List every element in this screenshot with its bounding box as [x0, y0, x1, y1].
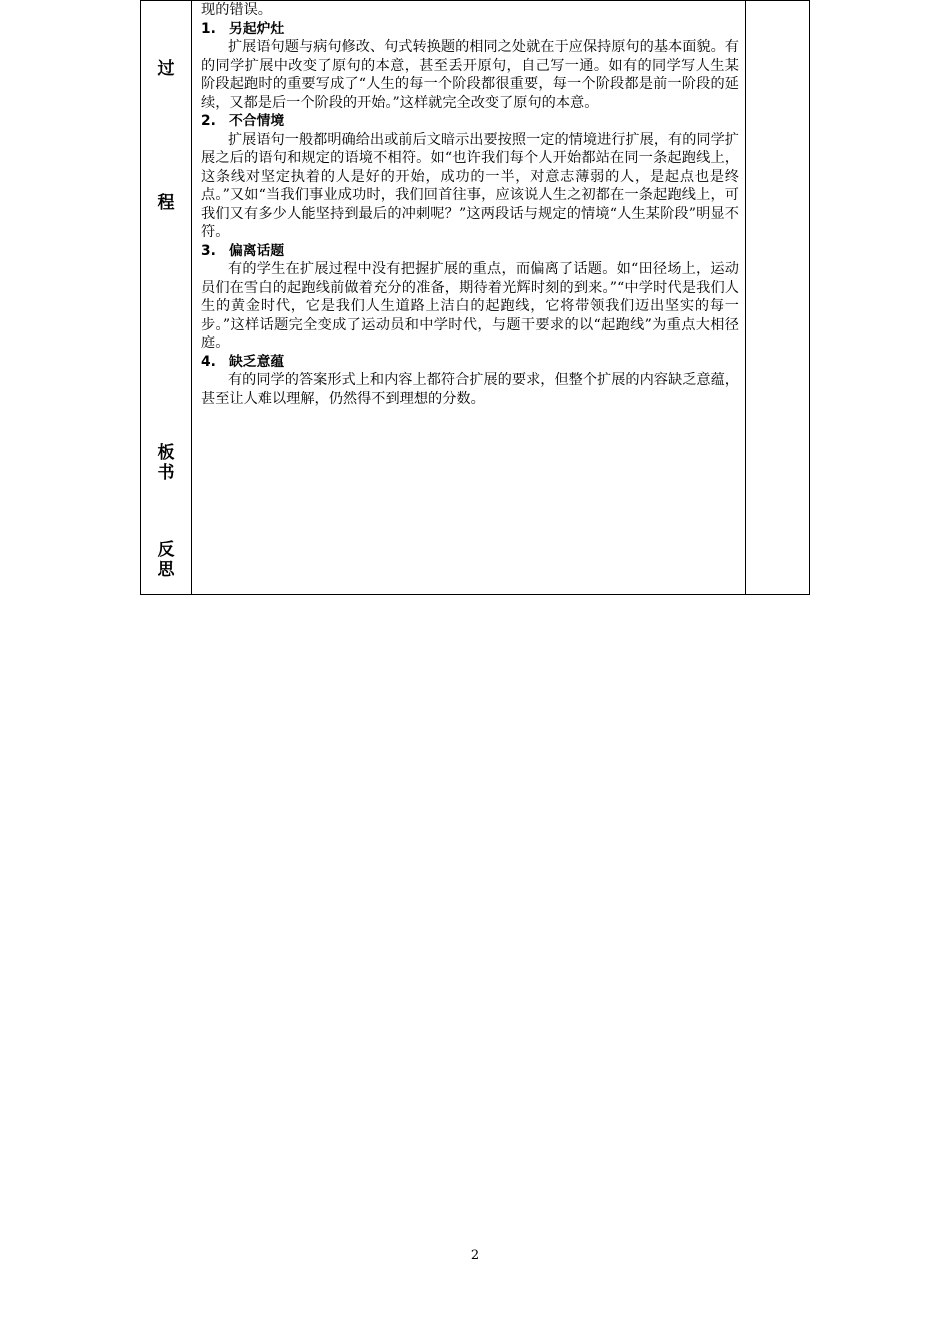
- label-fan: 反: [157, 540, 175, 560]
- section-2-heading: [201, 112, 739, 131]
- section-4-number: 4.: [201, 353, 216, 370]
- section-1-heading: [201, 20, 739, 39]
- label-ban: 板: [157, 443, 175, 463]
- section-2-number: 2.: [201, 113, 216, 129]
- section-3-body: 有的学生在扩展过程中没有把握扩展的重点，而偏离了话题。如“田径场上，运动员们在雪白的起跑线前做着充分的准备，期待着光辉时刻的到来。”“中学时代是我们人生的黄金时代，它是我们人生道路上洁白的起跑线，它将带领我们迈出坚实的每一步。”这样话题完全变成了运动员和中学时代，与题干要求的以“起跑线”为重点大相径庭。: [201, 261, 739, 351]
- process-content: [201, 1, 739, 408]
- label-guo: 过: [157, 59, 175, 79]
- section-3-title: 偏离话题: [229, 242, 285, 259]
- section-1-number: 1.: [201, 20, 216, 37]
- section-1-title: 另起炉灶: [229, 20, 285, 37]
- intro-line: 现的错误。: [201, 2, 272, 18]
- lesson-table: [140, 0, 810, 595]
- section-4-title: 缺乏意蕴: [229, 353, 285, 370]
- section-1-body: 扩展语句题与病句修改、句式转换题的相同之处就在于应保持原句的基本面貌。有的同学扩展中改变了原句的本意，甚至丢开原句，自己写一通。如有的同学写人生某阶段起跑时的重要写成了“人生的每一个阶段都很重要，每一个阶段都是前一阶段的延续，又都是后一个阶段的开始。”这样就完全改变了原句的本意。: [201, 39, 739, 111]
- label-si: 思: [157, 560, 175, 580]
- column-divider-right: [745, 1, 746, 594]
- label-cheng: 程: [157, 193, 175, 213]
- section-2-body: 扩展语句一般都明确给出或前后文暗示出要按照一定的情境进行扩展，有的同学扩展之后的语句和规定的语境不相符。如“也许我们每个人开始都站在同一条起跑线上，这条线对坚定执着的人是好的开始，成功的一半，对意志薄弱的人，是起点也是终点。”又如“当我们事业成功时，我们回首往事，应该说人生之初都在一条起跑线上，可我们又有多少人能坚持到最后的冲刺呢？”这两段话与规定的情境“人生某阶段”明显不符。: [201, 131, 739, 240]
- row-label-column: [141, 1, 191, 594]
- section-3-number: 3.: [201, 242, 216, 259]
- section-3-heading: [201, 242, 739, 261]
- page-number: 2: [470, 1248, 480, 1263]
- section-4-body: 有的同学的答案形式上和内容上都符合扩展的要求，但整个扩展的内容缺乏意蕴，甚至让人难以理解，仍然得不到理想的分数。: [201, 372, 739, 407]
- section-4-heading: [201, 353, 739, 372]
- label-shu: 书: [157, 463, 175, 483]
- column-divider-left: [191, 1, 192, 594]
- section-2-title: 不合情境: [229, 113, 285, 129]
